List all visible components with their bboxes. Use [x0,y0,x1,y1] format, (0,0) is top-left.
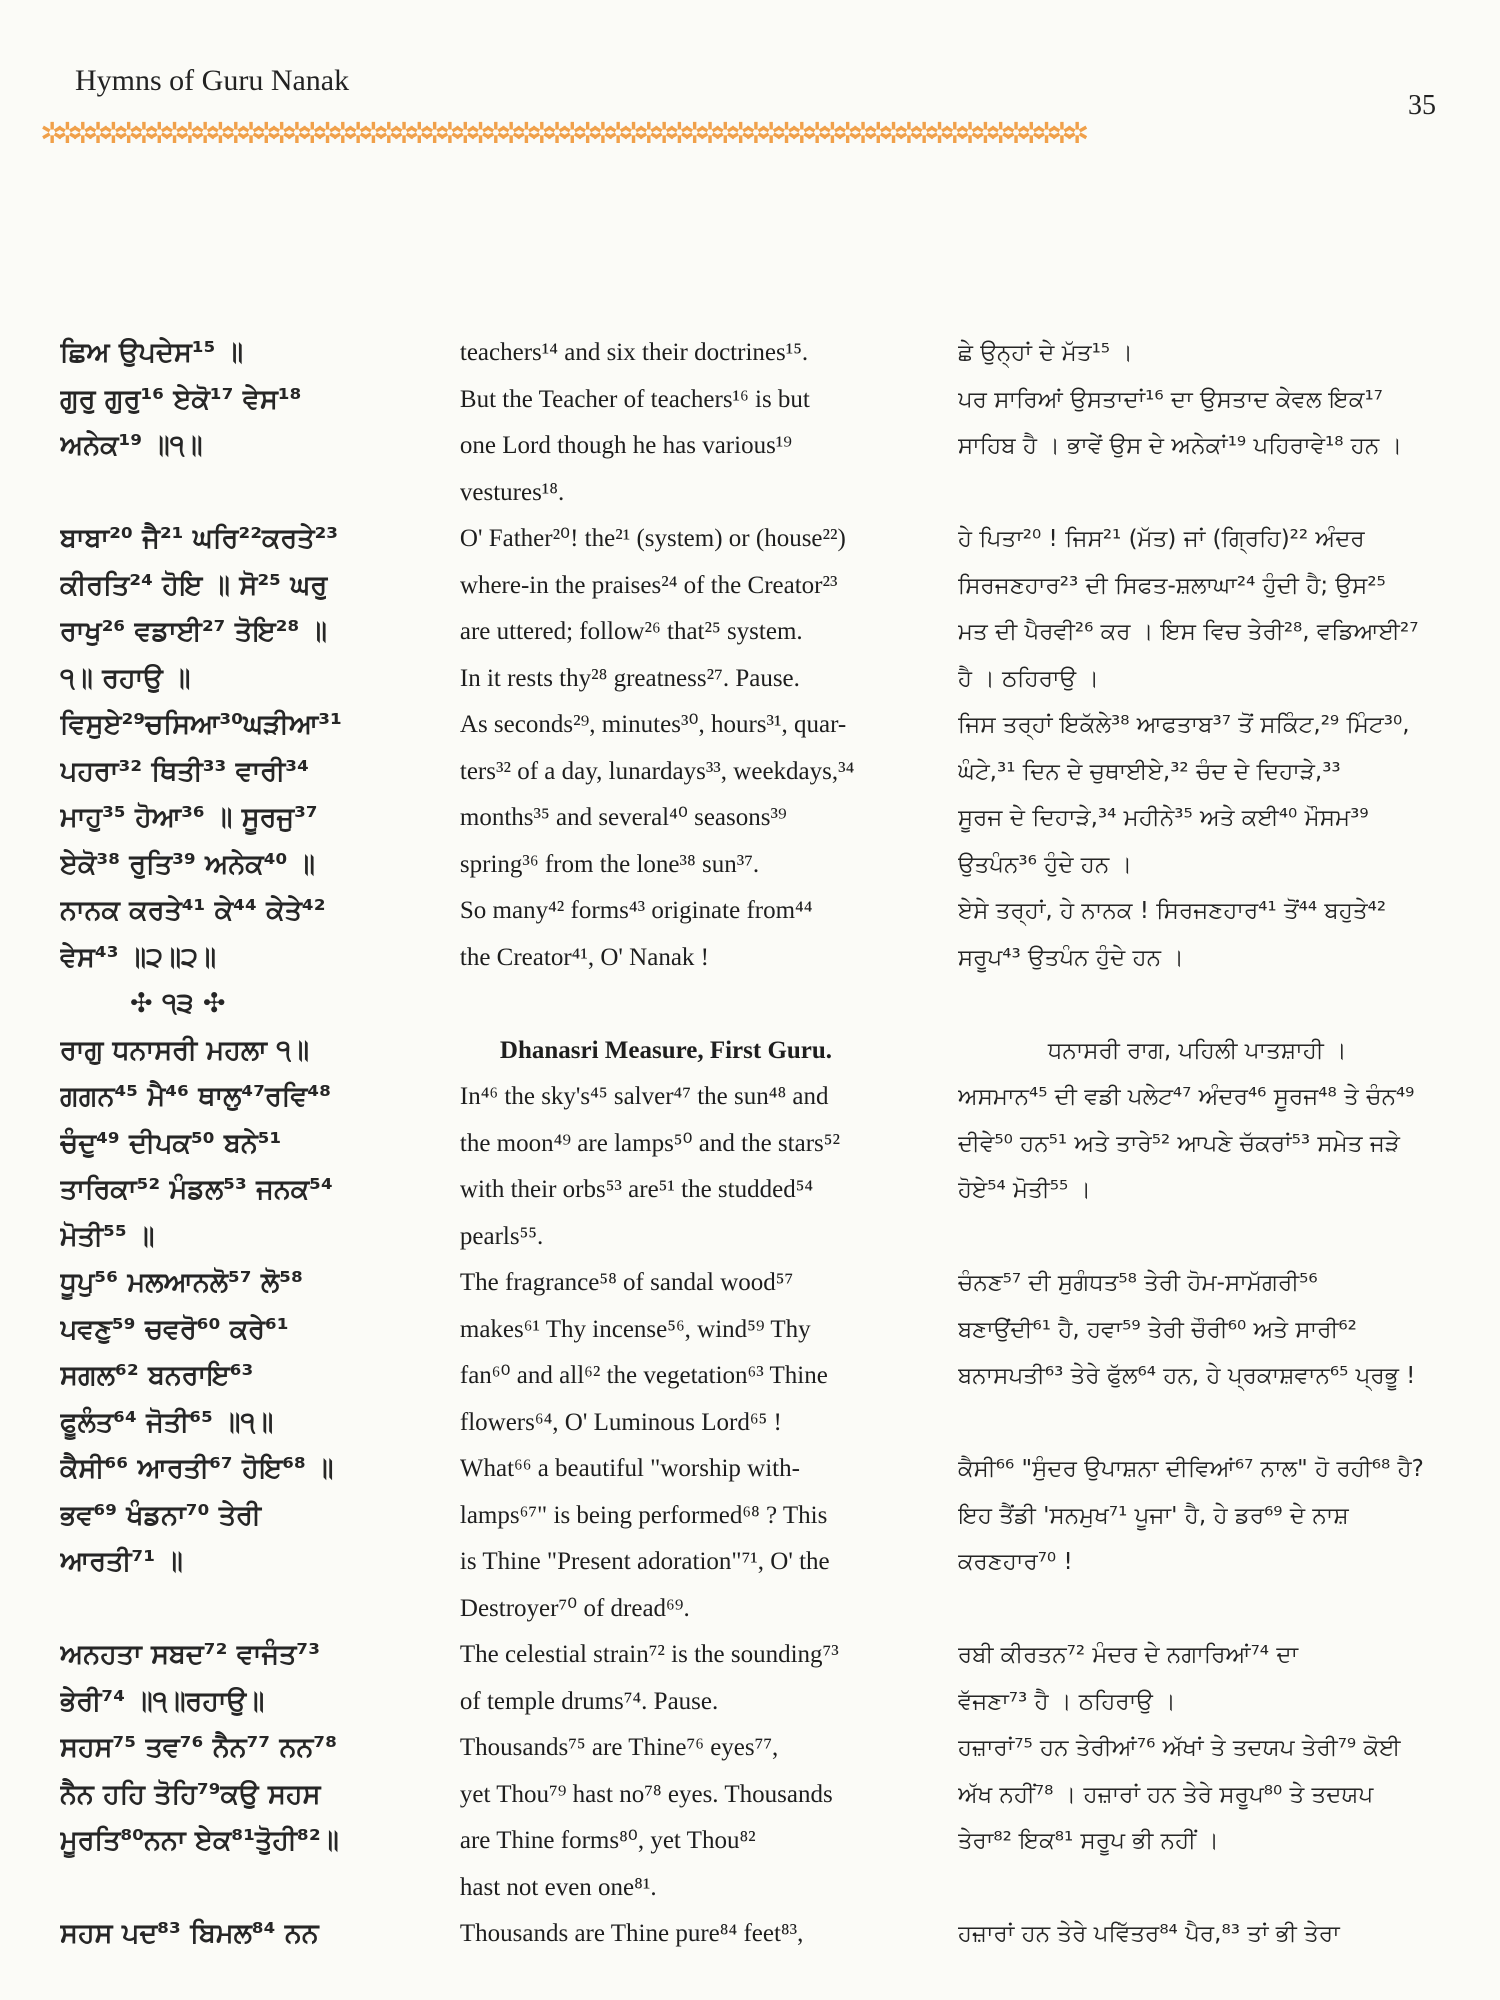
english-line: teachers¹⁴ and six their doctrines¹⁵. [459,339,809,366]
english-line: Thousands are Thine pure⁸⁴ feet⁸³, [459,1920,804,1947]
gurmukhi-line: ਕੀਰਤਿ²⁴ ਹੋਇ ॥ ਸੋ²⁵ ਘਰੁ [60,569,328,601]
gurmukhi-line: ਰਾਗੁ ਧਨਾਸਰੀ ਮਹਲਾ ੧॥ [60,1034,310,1066]
gurmukhi-line: ਅਨੇਕ¹⁹ ॥੧॥ [60,430,203,461]
english-line [460,981,923,1028]
english-line: flowers⁶⁴, O' Luminous Lord⁶⁵ ! [459,1408,782,1436]
punjabi-line: ਜਿਸ ਤਰ੍ਹਾਂ ਇਕੱਲੇ³⁸ ਆਫਤਾਬ³⁷ ਤੋਂ ਸਕਿੰਟ,²⁹ ਮਿੰਟ³⁰, [957,712,1410,738]
english-line: are Thine forms⁸⁰, yet Thou⁸² [459,1827,756,1854]
punjabi-line: ਅੱਖ ਨਹੀਂ⁷⁸ । ਹਜ਼ਾਰਾਂ ਹਨ ਤੇਰੇ ਸਰੂਪ⁸⁰ ਤੇ ਤਦਯਪ [957,1781,1374,1808]
english-line: yet Thou⁷⁹ hast no⁷⁸ eyes. Thousands [459,1780,833,1808]
gurmukhi-line: ਫੂਲੰਤ⁶⁴ ਜੋਤੀ⁶⁵ ॥੧॥ [60,1406,274,1438]
punjabi-line: ਅਸਮਾਨ⁴⁵ ਦੀ ਵਡੀ ਪਲੇਟ⁴⁷ ਅੰਦਰ⁴⁶ ਸੂਰਜ⁴⁸ ਤੇ ਚੰਨ⁴⁹ [957,1084,1415,1110]
punjabi-line: ਹਜ਼ਾਰਾਂ⁷⁵ ਹਨ ਤੇਰੀਆਂ⁷⁶ ਅੱਖਾਂ ਤੇ ਤਦਯਪ ਤੇਰੀ⁷⁹ ਕੋਈ [957,1735,1401,1761]
punjabi-line: ਦੀਵੇ⁵⁰ ਹਨ⁵¹ ਅਤੇ ਤਾਰੇ⁵² ਆਪਣੇ ਚੱਕਰਾਂ⁵³ ਸਮੇਤ ਜੜੇ [957,1130,1400,1157]
punjabi-line: ਮਤ ਦੀ ਪੈਰਵੀ²⁶ ਕਰ । ਇਸ ਵਿਚ ਤੇਰੀ²⁸, ਵਡਿਆਈ²⁷ [957,619,1419,645]
gurmukhi-line: ਗੁਰੁ ਗੁਰੁ¹⁶ ਏਕੋ¹⁷ ਵੇਸ¹⁸ [60,383,302,415]
gurmukhi-line [60,470,395,517]
punjabi-line: ਕਰਣਹਾਰ⁷⁰ ! [957,1549,1073,1575]
punjabi-line: ਧਨਾਸਰੀ ਰਾਗ, ਪਹਿਲੀ ਪਾਤਸ਼ਾਹੀ । [1047,1037,1347,1064]
gurmukhi-line: ਮੂਰਤਿ⁸⁰ਨਨਾ ਏਕ⁸¹ਤੁੋਹੀ⁸²॥ [60,1825,339,1856]
gurmukhi-line: ਨੈਨ ਹਹਿ ਤੋਹਿ⁷⁹ਕਉ ਸਹਸ [60,1778,321,1810]
punjabi-line [958,981,1470,1028]
gurmukhi-line: ਧੂਪੁ⁵⁶ ਮਲਆਨਲੋ⁵⁷ ਲੋ⁵⁸ [60,1267,303,1298]
english-line: As seconds²⁹, minutes³⁰, hours³¹, quar- [459,711,847,738]
gurmukhi-line: ਵੇਸ⁴³ ॥੨॥੨॥ [60,941,217,973]
gurmukhi-line: ਨਾਨਕ ਕਰਤੇ⁴¹ ਕੇ⁴⁴ ਕੇਤੇ⁴² [60,895,326,926]
gurmukhi-line [60,1586,395,1633]
english-line: Thousands⁷⁵ are Thine⁷⁶ eyes⁷⁷, [459,1734,779,1761]
punjabi-line [958,1400,1470,1447]
english-line: are uttered; follow²⁶ that²⁵ system. [459,618,803,645]
english-line: In it rests thy²⁸ greatness²⁷. Pause. [459,664,800,692]
english-line: of temple drums⁷⁴. Pause. [459,1687,719,1715]
punjabi-line: ਹੈ । ਠਹਿਰਾਉ । [957,665,1099,692]
gurmukhi-line: ਚੰਦੁ⁴⁹ ਦੀਪਕ⁵⁰ ਬਨੇ⁵¹ [60,1127,282,1159]
english-line: O' Father²⁰! the²¹ (system) or (house²²) [459,525,846,552]
punjabi-line: ਛੇ ਉਨ੍ਹਾਂ ਦੇ ਮੱਤ¹⁵ । [957,340,1133,366]
english-line: fan⁶⁰ and all⁶² the vegetation⁶³ Thine [459,1362,828,1389]
english-line: the Creator⁴¹, O' Nanak ! [459,943,709,971]
english-line: lamps⁶⁷" is being performed⁶⁸ ? This [459,1501,828,1529]
punjabi-translation-column [958,330,1470,1980]
gurmukhi-line: ✣ ੧੩ ✣ [130,988,226,1019]
gurmukhi-line: ਅਨਹਤਾ ਸਬਦ⁷² ਵਾਜੰਤ⁷³ [60,1639,321,1670]
punjabi-line: ਉਤਪੰਨ³⁶ ਹੁੰਦੇ ਹਨ । [957,851,1133,878]
punjabi-line: ਹੇ ਪਿਤਾ²⁰ ! ਜਿਸ²¹ (ਮੱਤ) ਜਾਂ (ਗ੍ਰਿਹਿ)²² ਅੰਦਰ [957,526,1365,552]
gurmukhi-line: ੧॥ ਰਹਾਉ ॥ [60,662,191,694]
english-line: months³⁵ and several⁴⁰ seasons³⁹ [459,804,787,831]
gurmukhi-text-column [60,330,395,1980]
gurmukhi-line [60,1865,395,1912]
punjabi-line: ਵੱਜਣਾ⁷³ ਹੈ । ਠਹਿਰਾਉ । [957,1688,1176,1715]
punjabi-line: ਸਾਹਿਬ ਹੈ । ਭਾਵੇਂ ਉਸ ਦੇ ਅਨੇਕਾਂ¹⁹ ਪਹਿਰਾਵੇ¹⁸ ਹਨ । [957,433,1403,459]
punjabi-line: ਏਸੇ ਤਰ੍ਹਾਂ, ਹੇ ਨਾਨਕ ! ਸਿਰਜਣਹਾਰ⁴¹ ਤੋਂ⁴⁴ ਬਹੁਤੇ⁴² [957,898,1387,924]
gurmukhi-line: ਸਹਸ⁷⁵ ਤਵ⁷⁶ ਨੈਨ⁷⁷ ਨਨ⁷⁸ [60,1732,338,1763]
gurmukhi-line: ਮਾਹੁ³⁵ ਹੋਆ³⁶ ॥ ਸੂਰਜੁ³⁷ [60,802,318,833]
punjabi-line: ਸੂਰਜ ਦੇ ਦਿਹਾੜੇ,³⁴ ਮਹੀਨੇ³⁵ ਅਤੇ ਕਈ⁴⁰ ਮੌਸਮ³⁹ [957,805,1369,831]
gurmukhi-line: ਰਾਖੁ²⁶ ਵਡਾਈ²⁷ ਤੋਇ²⁸ ॥ [60,616,327,647]
english-line: What⁶⁶ a beautiful "worship with- [459,1455,800,1482]
english-line: is Thine "Present adoration"⁷¹, O' the [459,1548,830,1575]
gurmukhi-line: ਭੇਰੀ⁷⁴ ॥੧॥ਰਹਾਉ॥ [60,1685,265,1717]
running-header-title: Hymns of Guru Nanak [75,64,350,97]
english-line: The celestial strain⁷² is the sounding⁷³ [459,1641,839,1668]
gurmukhi-line: ਸਗਲ⁶² ਬਨਰਾਇ⁶³ [60,1360,254,1391]
punjabi-line: ਰਬੀ ਕੀਰਤਨ⁷² ਮੰਦਰ ਦੇ ਨਗਾਰਿਆਂ⁷⁴ ਦਾ [957,1642,1299,1668]
punjabi-line [958,1214,1470,1261]
english-line: one Lord though he has various¹⁹ [459,432,793,459]
punjabi-line [958,470,1470,517]
gurmukhi-line: ਪਵਣੁ⁵⁹ ਚਵਰੋ⁶⁰ ਕਰੇ⁶¹ [60,1313,289,1345]
punjabi-line [958,1865,1470,1912]
gurmukhi-line: ਬਾਬਾ²⁰ ਜੈ²¹ ਘਰਿ²²ਕਰਤੇ²³ [60,523,339,554]
english-line: So many⁴² forms⁴³ originate from⁴⁴ [459,897,813,924]
punjabi-line: ਬਣਾਉਂਦੀ⁶¹ ਹੈ, ਹਵਾ⁵⁹ ਤੇਰੀ ਚੌਰੀ⁶⁰ ਅਤੇ ਸਾਰੀ⁶² [957,1316,1357,1343]
gurmukhi-line: ਵਿਸੁਏ²⁹ਚਸਿਆ³⁰ਘੜੀਆ³¹ [60,709,342,740]
gurmukhi-line: ਤਾਰਿਕਾ⁵² ਮੰਡਲ⁵³ ਜਨਕ⁵⁴ [60,1174,333,1205]
gurmukhi-line: ਭਵ⁶⁹ ਖੰਡਨਾ⁷⁰ ਤੇਰੀ [60,1499,261,1531]
english-line: vestures¹⁸. [459,478,565,506]
punjabi-line: ਕੈਸੀ⁶⁶ "ਸੁੰਦਰ ਉਪਾਸ਼ਨਾ ਦੀਵਿਆਂ⁶⁷ ਨਾਲ" ਹੋ ਰਹੀ⁶⁸ ਹੈ? [957,1456,1424,1482]
punjabi-line: ਪਰ ਸਾਰਿਆਂ ਉਸਤਾਦਾਂ¹⁶ ਦਾ ਉਸਤਾਦ ਕੇਵਲ ਇਕ¹⁷ [957,386,1383,413]
gurmukhi-line: ਸਹਸ ਪਦ⁸³ ਬਿਮਲ⁸⁴ ਨਨ [60,1918,319,1949]
punjabi-line: ਸਰੂਪ⁴³ ਉਤਪੰਨ ਹੁੰਦੇ ਹਨ । [957,944,1184,971]
english-line: hast not even one⁸¹. [459,1873,657,1901]
punjabi-line: ਸਿਰਜਣਹਾਰ²³ ਦੀ ਸਿਫਤ-ਸ਼ਲਾਘਾ²⁴ ਹੁੰਦੀ ਹੈ; ਉਸ²⁵ [957,572,1386,599]
page-body [60,330,1470,1980]
punjabi-line [958,1586,1470,1633]
gurmukhi-line: ਆਰਤੀ⁷¹ ॥ [60,1546,183,1577]
gurmukhi-line: ਪਹਰਾ³² ਥਿਤੀ³³ ਵਾਰੀ³⁴ [60,755,309,787]
page-number: 35 [1408,90,1436,121]
punjabi-line: ਘੰਟੇ,³¹ ਦਿਨ ਦੇ ਚੁਥਾਈਏ,³² ਚੰਦ ਦੇ ਦਿਹਾੜੇ,³³ [957,758,1341,785]
english-line: where-in the praises²⁴ of the Creator²³ [459,571,838,599]
punjabi-line: ਬਨਾਸਪਤੀ⁶³ ਤੇਰੇ ਫੁੱਲ⁶⁴ ਹਨ, ਹੇ ਪ੍ਰਕਾਸ਼ਵਾਨ⁶⁵ ਪ੍ਰਭੂ ! [957,1363,1416,1389]
english-line: ters³² of a day, lunardays³³, weekdays,³⁴ [459,757,855,785]
english-line: Destroyer⁷⁰ of dread⁶⁹. [459,1594,690,1622]
gurmukhi-line: ਕੈਸੀ⁶⁶ ਆਰਤੀ⁶⁷ ਹੋਇ⁶⁸ ॥ [60,1453,334,1484]
punjabi-line: ਚੰਨਣ⁵⁷ ਦੀ ਸੁਗੰਧਤ⁵⁸ ਤੇਰੀ ਹੋਮ-ਸਾਮੱਗਰੀ⁵⁶ [957,1270,1318,1296]
english-line: spring³⁶ from the lone³⁸ sun³⁷. [459,850,760,878]
english-line: But the Teacher of teachers¹⁶ is but [459,385,810,413]
punjabi-line: ਤੇਰਾ⁸² ਇਕ⁸¹ ਸਰੂਪ ਭੀ ਨਹੀਂ । [957,1828,1219,1854]
gurmukhi-line: ਏਕੋ³⁸ ਰੁਤਿ³⁹ ਅਨੇਕ⁴⁰ ॥ [60,848,315,880]
punjabi-line: ਹੋਏ⁵⁴ ਮੋਤੀ⁵⁵ । [957,1177,1092,1203]
english-line: the moon⁴⁹ are lamps⁵⁰ and the stars⁵² [459,1129,840,1157]
english-line: The fragrance⁵⁸ of sandal wood⁵⁷ [459,1269,794,1296]
english-line: pearls⁵⁵. [459,1222,544,1250]
star-ornament-border: ✲✲✲✲✲✲✲✲✲✲✲✲✲✲✲✲✲✲✲✲✲✲✲✲✲✲✲✲✲✲✲✲✲✲✲✲✲✲✲✲✲✲✲✲✲✲✲✲✲✲✲✲✲✲✲✲✲✲✲✲✲✲✲✲✲✲✲✲ [40,116,1081,150]
english-line: In⁴⁶ the sky's⁴⁵ salver⁴⁷ the sun⁴⁸ and [459,1083,829,1110]
punjabi-line: ਇਹ ਤੈਂਡੀ 'ਸਨਮੁਖ⁷¹ ਪੂਜਾ' ਹੈ, ਹੇ ਡਰ⁶⁹ ਦੇ ਨਾਸ਼ [957,1502,1349,1529]
punjabi-line: ਹਜ਼ਾਰਾਂ ਹਨ ਤੇਰੇ ਪਵਿੱਤਰ⁸⁴ ਪੈਰ,⁸³ ਤਾਂ ਭੀ ਤੇਰਾ [957,1921,1340,1947]
english-line: makes⁶¹ Thy incense⁵⁶, wind⁵⁹ Thy [459,1315,811,1343]
english-translation-column [460,330,923,1980]
gurmukhi-line: ਛਿਅ ਉਪਦੇਸ¹⁵ ॥ [60,337,244,368]
english-line: Dhanasri Measure, First Guru. [499,1036,833,1064]
gurmukhi-line: ਮੋਤੀ⁵⁵ ॥ [60,1220,155,1252]
english-line: with their orbs⁵³ are⁵¹ the studded⁵⁴ [459,1176,814,1203]
gurmukhi-line: ਗਗਨ⁴⁵ ਮੈ⁴⁶ ਥਾਲੁ⁴⁷ਰਵਿ⁴⁸ [60,1081,332,1112]
